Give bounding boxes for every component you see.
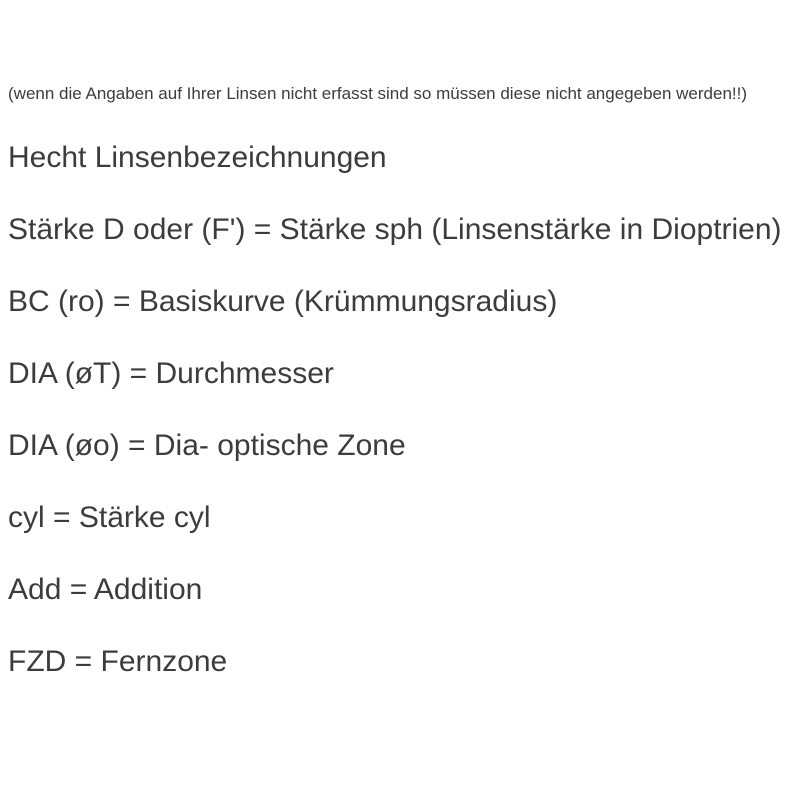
definition-fzd: FZD = Fernzone bbox=[8, 645, 228, 678]
definition-bc: BC (ro) = Basiskurve (Krümmungsradius) bbox=[8, 285, 558, 318]
lens-info-note: (wenn die Angaben auf Ihrer Linsen nicht erfasst sind so müssen diese nicht angegeben werden!!) bbox=[8, 84, 748, 103]
definition-staerke: Stärke D oder (F') = Stärke sph (Linsenstärke in Dioptrien) bbox=[8, 213, 782, 246]
definition-dia-o: DIA (øo) = Dia- optische Zone bbox=[8, 429, 406, 462]
definition-dia-t: DIA (øT) = Durchmesser bbox=[8, 357, 334, 390]
definition-cyl: cyl = Stärke cyl bbox=[8, 501, 211, 534]
page-title: Hecht Linsenbezeichnungen bbox=[8, 141, 387, 174]
definition-add: Add = Addition bbox=[8, 573, 203, 606]
